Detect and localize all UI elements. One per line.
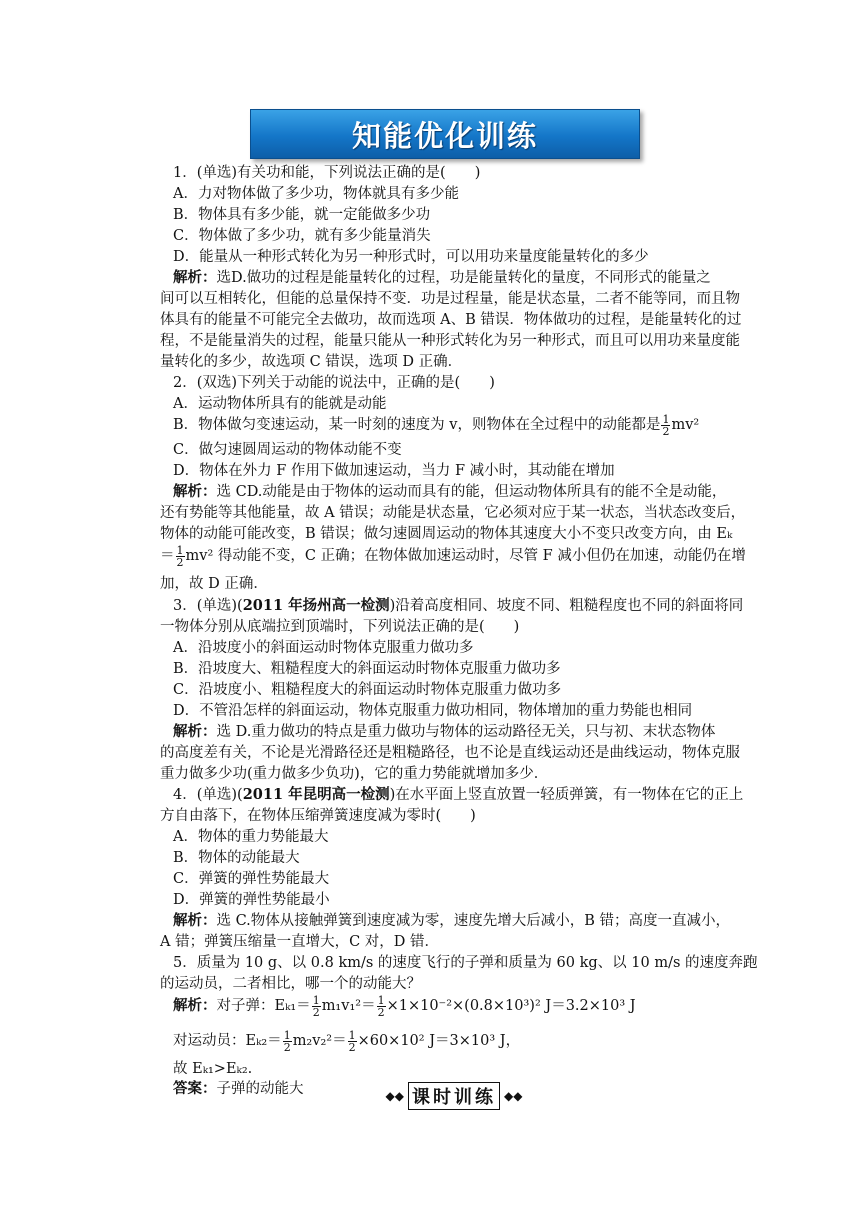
q2-explanation-line <box>160 540 746 572</box>
q2-option-d: D．物体在外力 F 作用下做加速运动，当力 F 减小时，其动能在增加 <box>173 463 615 479</box>
q2-stem: 2．(双选)下列关于动能的说法中，正确的是( ) <box>173 375 495 391</box>
q1-stem: 1．(单选)有关功和能，下列说法正确的是( ) <box>173 165 481 181</box>
explanation-label: 解析： <box>173 723 217 740</box>
q1-explanation-line: 间可以互相转化，但能的总量保持不变．功是过程量，能是状态量，二者不能等同，而且物 <box>160 291 740 307</box>
q5-sol-text: ×1×10⁻²×(0.8×10³)² J＝3.2×10³ J <box>386 998 636 1014</box>
q5-stem-line: 的运动员，二者相比，哪一个的动能大？ <box>160 976 421 992</box>
q3-exp-text: 选 D.重力做功的特点是重力做功与物体的运动路径无关，只与初、末状态物体 <box>216 724 716 740</box>
q2-explanation-line: 物体的动能可能改变，B 错误；做匀速圆周运动的物体其速度大小不变只改变方向，由 Eₖ <box>160 526 733 542</box>
fraction-denominator: 2 <box>377 1005 385 1019</box>
q2-explanation-line: 还有势能等其他能量，故 A 错误；动能是状态量，它必须对应于某一状态，当状态改变后， <box>160 505 746 521</box>
fraction-numerator: 1 <box>662 412 670 426</box>
footer-title: 课时训练 <box>408 1082 500 1110</box>
q3-option-b: B．沿坡度大、粗糙程度大的斜面运动时物体克服重力做功多 <box>173 661 561 677</box>
fraction-denominator: 2 <box>662 424 670 438</box>
q1-explanation-line: 体具有的能量不可能完全去做功，故而选项 A、B 错误．物体做功的过程，是能量转化的过 <box>160 312 742 328</box>
q3-stem-line <box>173 597 743 615</box>
fraction-numerator: 1 <box>176 543 184 557</box>
answer-label: 答案： <box>173 1080 217 1097</box>
q5-sol-text: ×60×10² J＝3×10³ J， <box>357 1033 521 1049</box>
explanation-label: 解析： <box>173 997 217 1014</box>
q2-option-c: C．做匀速圆周运动的物体动能不变 <box>173 442 402 458</box>
q5-stem-line: 5．质量为 10 g、以 0.8 km/s 的速度飞行的子弹和质量为 60 kg、以 10 m/s 的速度奔跑 <box>173 955 758 971</box>
fraction-denominator: 2 <box>283 1040 291 1054</box>
q3-explanation-line: 重力做多少功(重力做多少负功)，它的重力势能就增加多少． <box>160 766 549 782</box>
q5-sol-text: 对子弹：Eₖ₁＝ <box>216 998 311 1014</box>
diamond-icon: ◆◆ <box>504 1089 523 1103</box>
q4-stem-line: 方自由落下，在物体压缩弹簧速度减为零时( ) <box>160 808 476 824</box>
fraction-numerator: 1 <box>283 1028 291 1042</box>
fraction-half <box>283 1030 292 1053</box>
section-banner <box>250 109 640 159</box>
fraction-numerator: 1 <box>377 993 385 1007</box>
q2-exp-text: mv² 得动能不变，C 正确；在物体做加速运动时，尽管 F 减小但仍在加速，动能仍在增 <box>185 548 746 564</box>
q3-stem-text: )沿着高度相同、坡度不同、粗糙程度也不同的斜面将同 <box>389 598 744 614</box>
q3-option-c: C．沿坡度小、粗糙程度大的斜面运动时物体克服重力做功多 <box>173 682 562 698</box>
q2-explanation-line <box>173 483 726 501</box>
q4-stem-text: )在水平面上竖直放置一轻质弹簧，有一物体在它的正上 <box>389 787 744 803</box>
q1-option-a: A．力对物体做了多少功，物体就具有多少能 <box>173 186 459 202</box>
fraction-half <box>176 545 185 568</box>
q5-sol-text: m₁v₁²＝ <box>321 998 376 1014</box>
answer-text: 子弹的动能大 <box>216 1081 304 1097</box>
q4-option-d: D．弹簧的弹性势能最小 <box>173 892 330 908</box>
q1-explanation-line <box>173 269 711 287</box>
q4-explanation-line <box>173 912 730 930</box>
fraction-half <box>377 995 386 1018</box>
q4-option-c: C．弹簧的弹性势能最大 <box>173 871 330 887</box>
fraction-half <box>348 1030 357 1053</box>
q4-source: 2011 年昆明高一检测 <box>242 786 390 803</box>
fraction-numerator: 1 <box>348 1028 356 1042</box>
q2-exp-text: 选 CD.动能是由于物体的运动而具有的能，但运动物体所具有的能不全是动能， <box>216 484 727 500</box>
fraction-denominator: 2 <box>348 1040 356 1054</box>
explanation-label: 解析： <box>173 912 217 929</box>
q5-solution-line <box>173 1025 520 1057</box>
q5-solution-line: 故 Eₖ₁>Eₖ₂. <box>173 1061 253 1077</box>
q3-option-a: A．沿坡度小的斜面运动时物体克服重力做功多 <box>173 640 474 656</box>
q2-explanation-line: 加，故 D 正确． <box>160 576 268 592</box>
fraction-denominator: 2 <box>176 555 184 569</box>
q1-explanation-line: 程，不是能量消失的过程，能量只能从一种形式转化为另一种形式，而且可以用功来量度能 <box>160 333 740 349</box>
q2-option-a: A．运动物体所具有的能就是动能 <box>173 396 387 412</box>
diamond-icon: ◆◆ <box>385 1089 404 1103</box>
q4-exp-text: 选 C.物体从接触弹簧到速度减为零，速度先增大后减小，B 错；高度一直减小， <box>216 913 731 929</box>
banner-title: 知能优化训练 <box>351 118 538 153</box>
q1-option-b: B．物体具有多少能，就一定能做多少功 <box>173 207 431 223</box>
q1-exp-text: 选D.做功的过程是能量转化的过程，功是能量转化的量度，不同形式的能量之 <box>216 270 711 286</box>
q3-option-d: D．不管沿怎样的斜面运动，物体克服重力做功相同，物体增加的重力势能也相同 <box>173 703 693 719</box>
q3-explanation-line: 的高度差有关，不论是光滑路径还是粗糙路径，也不论是直线运动还是曲线运动，物体克服 <box>160 745 740 761</box>
q1-option-c: C．物体做了多少功，就有多少能量消失 <box>173 228 431 244</box>
q5-sol-text: m₂v₂²＝ <box>292 1033 347 1049</box>
explanation-label: 解析： <box>173 483 217 500</box>
q4-explanation-line: A 错；弹簧压缩量一直增大，C 对，D 错． <box>160 934 440 950</box>
fraction-half <box>312 995 321 1018</box>
q2-option-b-text: B．物体做匀变速运动，某一时刻的速度为 v，则物体在全过程中的动能都是 <box>173 417 661 433</box>
q4-stem-text: 4．(单选)( <box>173 787 243 803</box>
q3-explanation-line <box>173 723 715 741</box>
fraction-numerator: 1 <box>312 993 320 1007</box>
q5-answer <box>173 1080 304 1098</box>
fraction-half <box>661 414 670 437</box>
q3-stem-text: 3．(单选)( <box>173 598 243 614</box>
q4-option-a: A．物体的重力势能最大 <box>173 829 329 845</box>
q4-stem-line <box>173 786 743 804</box>
explanation-label: 解析： <box>173 269 217 286</box>
q5-solution-line <box>173 990 636 1022</box>
q1-explanation-line: 量转化的多少，故选项 C 错误，选项 D 正确． <box>160 354 463 370</box>
section-footer <box>369 1084 539 1108</box>
q2-option-b <box>173 409 699 441</box>
q5-sol-text: 对运动员：Eₖ₂＝ <box>173 1033 282 1049</box>
q2-exp-text: ＝ <box>160 548 175 564</box>
q3-stem-line: 一物体分别从底端拉到顶端时，下列说法正确的是( ) <box>160 619 520 635</box>
q3-source: 2011 年扬州高一检测 <box>242 597 390 614</box>
q2-option-b-formula: mv² <box>671 417 700 433</box>
q4-option-b: B．物体的动能最大 <box>173 850 300 866</box>
fraction-denominator: 2 <box>312 1005 320 1019</box>
q1-option-d: D．能量从一种形式转化为另一种形式时，可以用功来量度能量转化的多少 <box>173 249 649 265</box>
